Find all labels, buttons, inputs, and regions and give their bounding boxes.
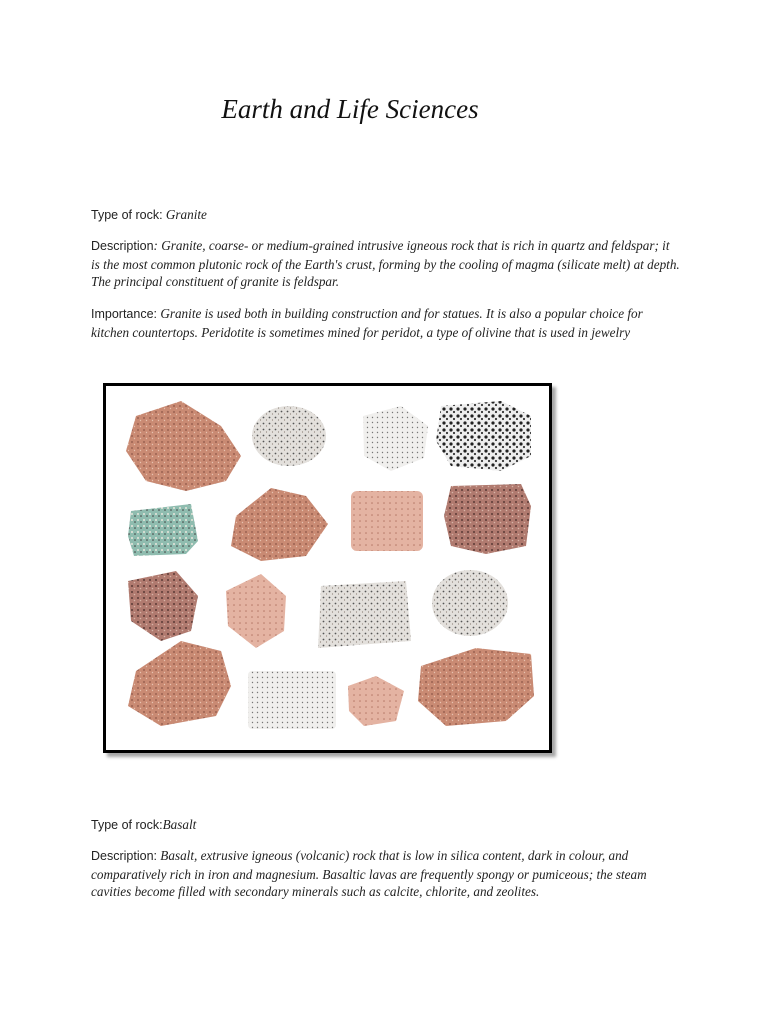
rock-grey-slab: [248, 671, 336, 729]
granite-type-line: [91, 206, 681, 225]
granite-samples-image: [103, 383, 552, 753]
description-text: : Granite, coarse- or medium-grained intrusive igneous rock that is rich in quartz and feldspar; it is the most common plutonic rock of the Earth's crust, forming by the cooling of magma (silicate melt) at depth. The principal constituent of granite is feldspar.: [91, 238, 680, 289]
granite-description: [91, 237, 681, 291]
rock-white-block: [318, 581, 411, 648]
granite-importance: [91, 305, 681, 341]
rock-white-oval: [432, 570, 508, 636]
page-title: [0, 94, 700, 125]
rock-pink-light-block: [351, 491, 423, 551]
description-label: Description: [91, 239, 154, 253]
type-label: Type of rock:: [91, 208, 163, 222]
rock-dalmatian: [436, 401, 531, 471]
type-value: Basalt: [162, 817, 197, 832]
rock-teal: [128, 504, 198, 556]
description-text: Basalt, extrusive igneous (volcanic) rock that is low in silica content, dark in colour, and comparatively rich in iron and magnesium. Basaltic lavas are frequently spongy or pumiceous; the steam cavities become filled with secondary minerals such as calcite, chlorite, and zeolites.: [91, 848, 647, 899]
page-title-text: Earth and Life Sciences: [221, 94, 479, 124]
type-label: Type of rock:: [91, 818, 163, 832]
rock-collage: [106, 386, 549, 750]
rock-grey-pebble: [252, 406, 326, 466]
rock-red-slab: [444, 484, 531, 554]
importance-label: Importance:: [91, 307, 158, 321]
basalt-type-line: [91, 816, 681, 835]
importance-text: Granite is used both in building construction and for statues. It is also a popular choice for kitchen countertops. Peridotite is sometimes mined for peridot, a type of olivine that is used in jewelry: [91, 306, 643, 340]
type-value: Granite: [165, 207, 207, 222]
description-label: Description:: [91, 849, 157, 863]
basalt-description: [91, 847, 681, 901]
